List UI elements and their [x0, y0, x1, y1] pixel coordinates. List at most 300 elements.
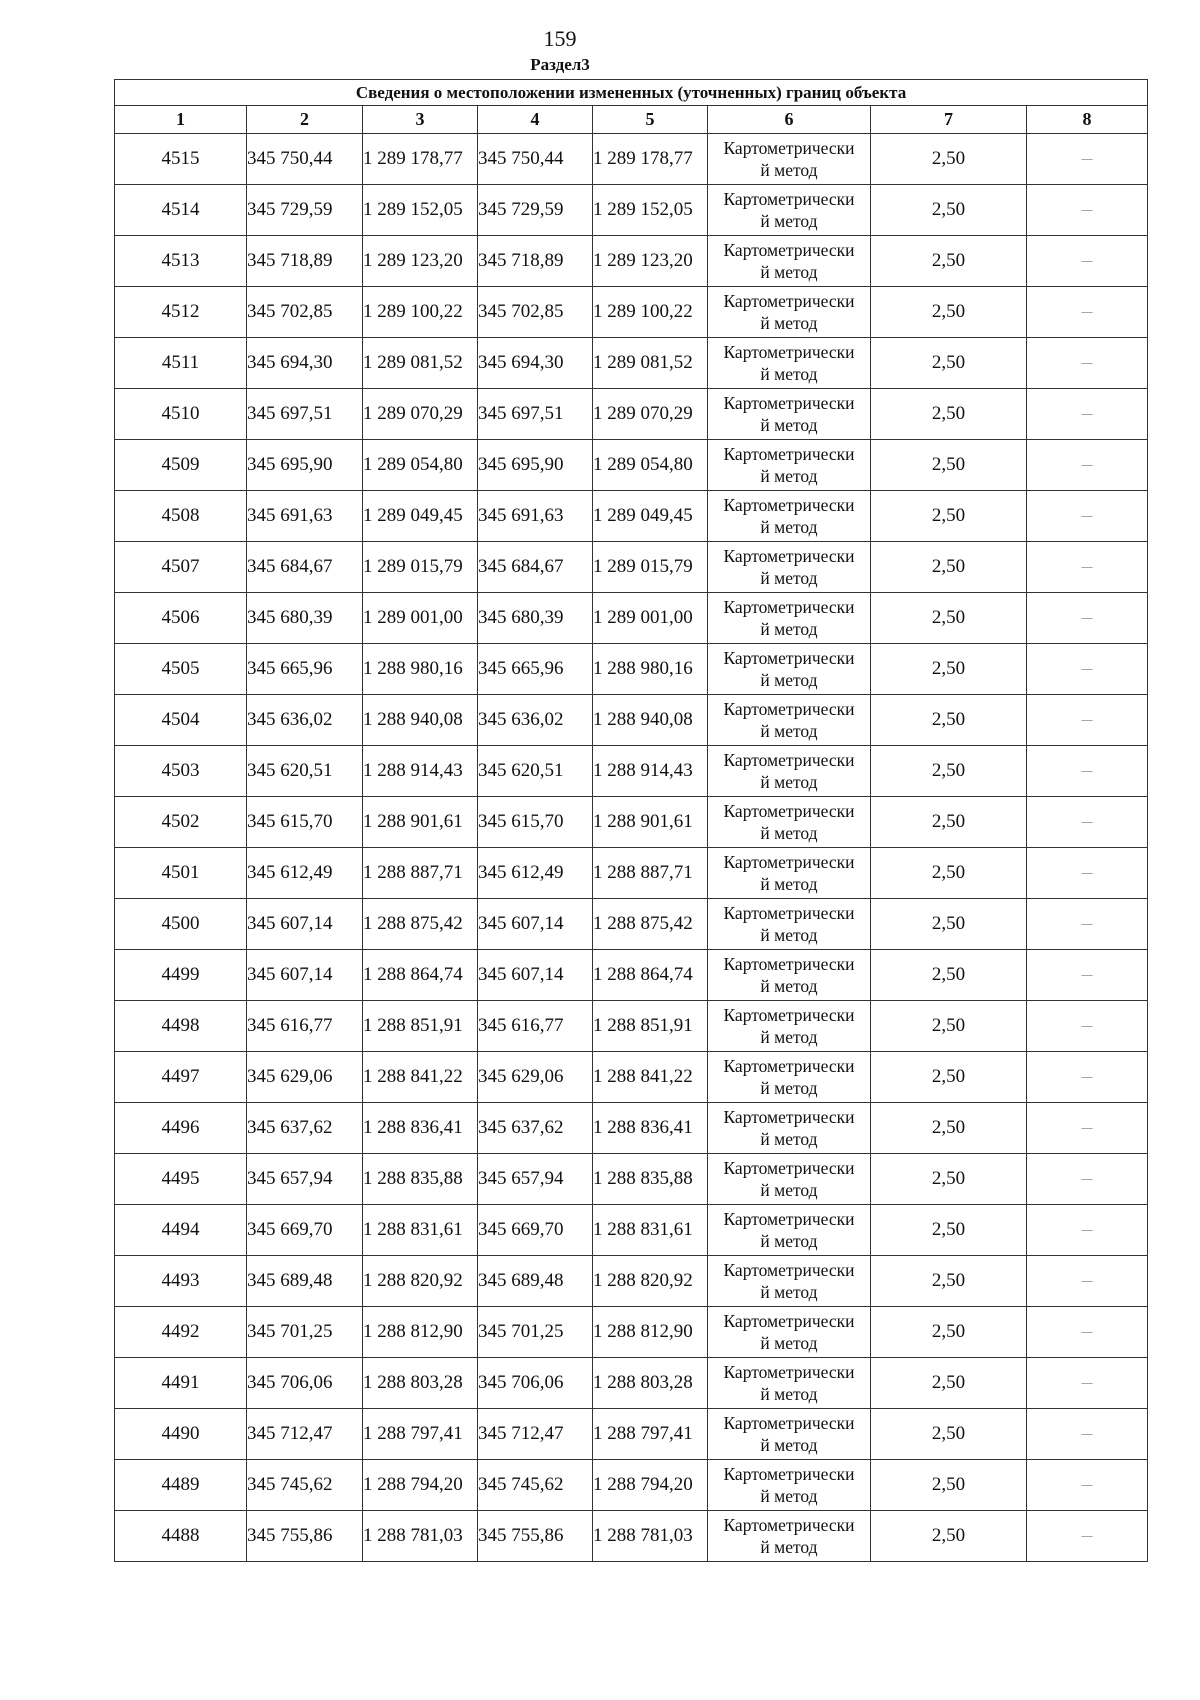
- method-text-line1: Картометрически: [723, 342, 855, 362]
- y-existing-cell: 1 289 123,20: [363, 236, 478, 287]
- point-number-cell: 4511: [115, 338, 247, 389]
- method-cell: [708, 899, 871, 950]
- method-text-line2: й метод: [760, 874, 818, 894]
- method-cell: [708, 1307, 871, 1358]
- x-new-cell: 345 701,25: [478, 1307, 593, 1358]
- method-text-line1: Картометрически: [723, 189, 855, 209]
- method-cell: [708, 440, 871, 491]
- method-text-line2: й метод: [760, 925, 818, 945]
- column-number-header: 5: [593, 106, 708, 134]
- point-number-cell: 4506: [115, 593, 247, 644]
- table-row: [115, 338, 1148, 389]
- point-number-cell: 4508: [115, 491, 247, 542]
- method-cell: [708, 1001, 871, 1052]
- method-text-line1: Картометрически: [723, 648, 855, 668]
- method-cell: [708, 746, 871, 797]
- x-existing-cell: 345 702,85: [247, 287, 363, 338]
- method-text-line2: й метод: [760, 415, 818, 435]
- table-row: [115, 797, 1148, 848]
- x-new-cell: 345 669,70: [478, 1205, 593, 1256]
- x-new-cell: 345 691,63: [478, 491, 593, 542]
- y-existing-cell: 1 288 841,22: [363, 1052, 478, 1103]
- accuracy-cell: 2,50: [871, 695, 1027, 746]
- method-cell: [708, 1460, 871, 1511]
- description-cell: —: [1027, 950, 1148, 1001]
- description-cell: —: [1027, 1358, 1148, 1409]
- method-text-line2: й метод: [760, 1027, 818, 1047]
- column-number-header: 6: [708, 106, 871, 134]
- x-new-cell: 345 636,02: [478, 695, 593, 746]
- method-cell: [708, 338, 871, 389]
- table-row: [115, 1205, 1148, 1256]
- point-number-cell: 4497: [115, 1052, 247, 1103]
- description-cell: —: [1027, 134, 1148, 185]
- table-row: [115, 440, 1148, 491]
- method-text-line1: Картометрически: [723, 699, 855, 719]
- accuracy-cell: 2,50: [871, 1052, 1027, 1103]
- method-cell: [708, 389, 871, 440]
- table-row: [115, 389, 1148, 440]
- table-row: [115, 950, 1148, 1001]
- accuracy-cell: 2,50: [871, 1460, 1027, 1511]
- description-cell: —: [1027, 1511, 1148, 1562]
- y-new-cell: 1 288 851,91: [593, 1001, 708, 1052]
- x-new-cell: 345 629,06: [478, 1052, 593, 1103]
- table-row: [115, 1001, 1148, 1052]
- x-existing-cell: 345 629,06: [247, 1052, 363, 1103]
- accuracy-cell: 2,50: [871, 491, 1027, 542]
- method-cell: [708, 950, 871, 1001]
- method-text-line2: й метод: [760, 313, 818, 333]
- table-row: [115, 593, 1148, 644]
- accuracy-cell: 2,50: [871, 338, 1027, 389]
- method-cell: [708, 1511, 871, 1562]
- method-text-line1: Картометрически: [723, 1005, 855, 1025]
- x-new-cell: 345 607,14: [478, 899, 593, 950]
- table-row: [115, 644, 1148, 695]
- y-existing-cell: 1 288 851,91: [363, 1001, 478, 1052]
- method-text-line2: й метод: [760, 1282, 818, 1302]
- method-text-line1: Картометрически: [723, 903, 855, 923]
- accuracy-cell: 2,50: [871, 1256, 1027, 1307]
- point-number-cell: 4499: [115, 950, 247, 1001]
- x-new-cell: 345 607,14: [478, 950, 593, 1001]
- method-cell: [708, 593, 871, 644]
- point-number-cell: 4496: [115, 1103, 247, 1154]
- description-cell: —: [1027, 1307, 1148, 1358]
- boundary-coordinates-table: [114, 79, 1148, 1562]
- y-existing-cell: 1 289 054,80: [363, 440, 478, 491]
- x-existing-cell: 345 680,39: [247, 593, 363, 644]
- table-row: [115, 1511, 1148, 1562]
- method-text-line2: й метод: [760, 619, 818, 639]
- accuracy-cell: 2,50: [871, 185, 1027, 236]
- point-number-cell: 4491: [115, 1358, 247, 1409]
- point-number-cell: 4488: [115, 1511, 247, 1562]
- method-text-line1: Картометрически: [723, 138, 855, 158]
- y-existing-cell: 1 288 940,08: [363, 695, 478, 746]
- table-row: [115, 1460, 1148, 1511]
- point-number-cell: 4502: [115, 797, 247, 848]
- x-existing-cell: 345 706,06: [247, 1358, 363, 1409]
- x-new-cell: 345 697,51: [478, 389, 593, 440]
- method-text-line1: Картометрически: [723, 801, 855, 821]
- method-text-line1: Картометрически: [723, 1311, 855, 1331]
- method-text-line2: й метод: [760, 1537, 818, 1557]
- table-body: [115, 134, 1148, 1562]
- y-existing-cell: 1 288 980,16: [363, 644, 478, 695]
- table-row: [115, 1307, 1148, 1358]
- y-existing-cell: 1 288 835,88: [363, 1154, 478, 1205]
- x-existing-cell: 345 665,96: [247, 644, 363, 695]
- accuracy-cell: 2,50: [871, 287, 1027, 338]
- point-number-cell: 4507: [115, 542, 247, 593]
- method-text-line1: Картометрически: [723, 495, 855, 515]
- description-cell: —: [1027, 746, 1148, 797]
- point-number-cell: 4495: [115, 1154, 247, 1205]
- x-new-cell: 345 745,62: [478, 1460, 593, 1511]
- y-new-cell: 1 288 940,08: [593, 695, 708, 746]
- y-existing-cell: 1 288 875,42: [363, 899, 478, 950]
- method-text-line1: Картометрически: [723, 1413, 855, 1433]
- accuracy-cell: 2,50: [871, 746, 1027, 797]
- description-cell: —: [1027, 1103, 1148, 1154]
- accuracy-cell: 2,50: [871, 1307, 1027, 1358]
- column-number-header: 3: [363, 106, 478, 134]
- x-existing-cell: 345 712,47: [247, 1409, 363, 1460]
- x-new-cell: 345 706,06: [478, 1358, 593, 1409]
- description-cell: —: [1027, 236, 1148, 287]
- x-existing-cell: 345 657,94: [247, 1154, 363, 1205]
- y-new-cell: 1 288 901,61: [593, 797, 708, 848]
- y-new-cell: 1 289 178,77: [593, 134, 708, 185]
- x-new-cell: 345 702,85: [478, 287, 593, 338]
- method-cell: [708, 287, 871, 338]
- accuracy-cell: 2,50: [871, 593, 1027, 644]
- y-existing-cell: 1 288 836,41: [363, 1103, 478, 1154]
- method-text-line2: й метод: [760, 1180, 818, 1200]
- y-new-cell: 1 288 836,41: [593, 1103, 708, 1154]
- point-number-cell: 4501: [115, 848, 247, 899]
- x-existing-cell: 345 697,51: [247, 389, 363, 440]
- point-number-cell: 4492: [115, 1307, 247, 1358]
- accuracy-cell: 2,50: [871, 440, 1027, 491]
- description-cell: —: [1027, 491, 1148, 542]
- y-new-cell: 1 288 835,88: [593, 1154, 708, 1205]
- point-number-cell: 4490: [115, 1409, 247, 1460]
- method-cell: [708, 644, 871, 695]
- y-existing-cell: 1 289 049,45: [363, 491, 478, 542]
- method-text-line1: Картометрически: [723, 393, 855, 413]
- method-text-line1: Картометрически: [723, 597, 855, 617]
- method-text-line1: Картометрически: [723, 444, 855, 464]
- x-new-cell: 345 755,86: [478, 1511, 593, 1562]
- x-new-cell: 345 712,47: [478, 1409, 593, 1460]
- method-cell: [708, 1256, 871, 1307]
- table-row: [115, 746, 1148, 797]
- method-text-line1: Картометрически: [723, 1056, 855, 1076]
- method-cell: [708, 236, 871, 287]
- x-new-cell: 345 694,30: [478, 338, 593, 389]
- method-text-line2: й метод: [760, 772, 818, 792]
- section-title: Раздел3: [530, 55, 590, 74]
- method-cell: [708, 1154, 871, 1205]
- y-new-cell: 1 289 100,22: [593, 287, 708, 338]
- method-text-line1: Картометрически: [723, 1515, 855, 1535]
- description-cell: —: [1027, 899, 1148, 950]
- method-text-line2: й метод: [760, 670, 818, 690]
- table-row: [115, 1052, 1148, 1103]
- y-new-cell: 1 288 875,42: [593, 899, 708, 950]
- column-number-header: 1: [115, 106, 247, 134]
- x-existing-cell: 345 616,77: [247, 1001, 363, 1052]
- method-text-line2: й метод: [760, 823, 818, 843]
- accuracy-cell: 2,50: [871, 848, 1027, 899]
- y-new-cell: 1 289 054,80: [593, 440, 708, 491]
- method-text-line2: й метод: [760, 160, 818, 180]
- method-cell: [708, 848, 871, 899]
- y-existing-cell: 1 288 781,03: [363, 1511, 478, 1562]
- y-new-cell: 1 288 812,90: [593, 1307, 708, 1358]
- description-cell: —: [1027, 797, 1148, 848]
- y-new-cell: 1 289 070,29: [593, 389, 708, 440]
- x-existing-cell: 345 637,62: [247, 1103, 363, 1154]
- y-existing-cell: 1 288 914,43: [363, 746, 478, 797]
- column-number-header: 4: [478, 106, 593, 134]
- accuracy-cell: 2,50: [871, 797, 1027, 848]
- accuracy-cell: 2,50: [871, 644, 1027, 695]
- table-row: [115, 185, 1148, 236]
- y-existing-cell: 1 289 001,00: [363, 593, 478, 644]
- y-new-cell: 1 288 887,71: [593, 848, 708, 899]
- y-existing-cell: 1 288 864,74: [363, 950, 478, 1001]
- method-text-line2: й метод: [760, 262, 818, 282]
- method-text-line1: Картометрически: [723, 546, 855, 566]
- y-existing-cell: 1 289 070,29: [363, 389, 478, 440]
- y-new-cell: 1 288 841,22: [593, 1052, 708, 1103]
- x-existing-cell: 345 718,89: [247, 236, 363, 287]
- x-existing-cell: 345 684,67: [247, 542, 363, 593]
- description-cell: —: [1027, 287, 1148, 338]
- x-existing-cell: 345 607,14: [247, 899, 363, 950]
- method-text-line1: Картометрически: [723, 1209, 855, 1229]
- x-new-cell: 345 718,89: [478, 236, 593, 287]
- y-new-cell: 1 288 803,28: [593, 1358, 708, 1409]
- point-number-cell: 4500: [115, 899, 247, 950]
- x-new-cell: 345 750,44: [478, 134, 593, 185]
- y-new-cell: 1 289 081,52: [593, 338, 708, 389]
- y-existing-cell: 1 288 901,61: [363, 797, 478, 848]
- method-cell: [708, 1205, 871, 1256]
- table-caption: Сведения о местоположении измененных (уточненных) границ объекта: [115, 80, 1148, 106]
- description-cell: —: [1027, 1052, 1148, 1103]
- y-existing-cell: 1 288 887,71: [363, 848, 478, 899]
- y-new-cell: 1 288 820,92: [593, 1256, 708, 1307]
- table-row: [115, 1103, 1148, 1154]
- x-new-cell: 345 620,51: [478, 746, 593, 797]
- method-text-line1: Картометрически: [723, 1260, 855, 1280]
- accuracy-cell: 2,50: [871, 950, 1027, 1001]
- description-cell: —: [1027, 593, 1148, 644]
- method-text-line2: й метод: [760, 1078, 818, 1098]
- method-text-line2: й метод: [760, 1333, 818, 1353]
- method-text-line2: й метод: [760, 1231, 818, 1251]
- method-cell: [708, 1409, 871, 1460]
- x-existing-cell: 345 701,25: [247, 1307, 363, 1358]
- x-new-cell: 345 729,59: [478, 185, 593, 236]
- point-number-cell: 4513: [115, 236, 247, 287]
- point-number-cell: 4512: [115, 287, 247, 338]
- point-number-cell: 4515: [115, 134, 247, 185]
- x-existing-cell: 345 745,62: [247, 1460, 363, 1511]
- description-cell: —: [1027, 1001, 1148, 1052]
- x-existing-cell: 345 694,30: [247, 338, 363, 389]
- accuracy-cell: 2,50: [871, 899, 1027, 950]
- accuracy-cell: 2,50: [871, 1358, 1027, 1409]
- description-cell: —: [1027, 1205, 1148, 1256]
- x-new-cell: 345 637,62: [478, 1103, 593, 1154]
- y-new-cell: 1 288 794,20: [593, 1460, 708, 1511]
- description-cell: —: [1027, 1460, 1148, 1511]
- method-text-line1: Картометрически: [723, 750, 855, 770]
- y-existing-cell: 1 289 100,22: [363, 287, 478, 338]
- x-new-cell: 345 615,70: [478, 797, 593, 848]
- method-cell: [708, 185, 871, 236]
- method-text-line1: Картометрически: [723, 291, 855, 311]
- description-cell: —: [1027, 440, 1148, 491]
- method-text-line2: й метод: [760, 1129, 818, 1149]
- x-new-cell: 345 680,39: [478, 593, 593, 644]
- point-number-cell: 4505: [115, 644, 247, 695]
- accuracy-cell: 2,50: [871, 1001, 1027, 1052]
- y-new-cell: 1 288 864,74: [593, 950, 708, 1001]
- accuracy-cell: 2,50: [871, 236, 1027, 287]
- y-existing-cell: 1 288 820,92: [363, 1256, 478, 1307]
- description-cell: —: [1027, 644, 1148, 695]
- method-text-line2: й метод: [760, 976, 818, 996]
- method-cell: [708, 491, 871, 542]
- table-row: [115, 899, 1148, 950]
- method-text-line2: й метод: [760, 466, 818, 486]
- y-existing-cell: 1 288 794,20: [363, 1460, 478, 1511]
- description-cell: —: [1027, 695, 1148, 746]
- y-new-cell: 1 288 831,61: [593, 1205, 708, 1256]
- table-row: [115, 542, 1148, 593]
- y-new-cell: 1 289 123,20: [593, 236, 708, 287]
- x-new-cell: 345 616,77: [478, 1001, 593, 1052]
- x-existing-cell: 345 750,44: [247, 134, 363, 185]
- description-cell: —: [1027, 185, 1148, 236]
- table-row: [115, 134, 1148, 185]
- description-cell: —: [1027, 848, 1148, 899]
- y-existing-cell: 1 288 803,28: [363, 1358, 478, 1409]
- method-text-line2: й метод: [760, 721, 818, 741]
- description-cell: —: [1027, 1154, 1148, 1205]
- point-number-cell: 4489: [115, 1460, 247, 1511]
- y-existing-cell: 1 289 178,77: [363, 134, 478, 185]
- description-cell: —: [1027, 1256, 1148, 1307]
- method-text-line2: й метод: [760, 211, 818, 231]
- x-existing-cell: 345 689,48: [247, 1256, 363, 1307]
- x-existing-cell: 345 691,63: [247, 491, 363, 542]
- y-new-cell: 1 289 049,45: [593, 491, 708, 542]
- x-new-cell: 345 695,90: [478, 440, 593, 491]
- y-existing-cell: 1 289 081,52: [363, 338, 478, 389]
- accuracy-cell: 2,50: [871, 542, 1027, 593]
- x-existing-cell: 345 615,70: [247, 797, 363, 848]
- method-text-line1: Картометрически: [723, 852, 855, 872]
- method-text-line1: Картометрически: [723, 1362, 855, 1382]
- method-text-line2: й метод: [760, 364, 818, 384]
- y-new-cell: 1 289 001,00: [593, 593, 708, 644]
- point-number-cell: 4504: [115, 695, 247, 746]
- x-existing-cell: 345 669,70: [247, 1205, 363, 1256]
- method-cell: [708, 797, 871, 848]
- x-existing-cell: 345 620,51: [247, 746, 363, 797]
- accuracy-cell: 2,50: [871, 134, 1027, 185]
- method-text-line2: й метод: [760, 1384, 818, 1404]
- accuracy-cell: 2,50: [871, 1205, 1027, 1256]
- y-new-cell: 1 288 980,16: [593, 644, 708, 695]
- y-existing-cell: 1 288 831,61: [363, 1205, 478, 1256]
- x-new-cell: 345 665,96: [478, 644, 593, 695]
- column-number-header: 8: [1027, 106, 1148, 134]
- accuracy-cell: 2,50: [871, 389, 1027, 440]
- x-existing-cell: 345 607,14: [247, 950, 363, 1001]
- point-number-cell: 4514: [115, 185, 247, 236]
- y-new-cell: 1 289 152,05: [593, 185, 708, 236]
- table-row: [115, 491, 1148, 542]
- x-existing-cell: 345 612,49: [247, 848, 363, 899]
- table-row: [115, 1358, 1148, 1409]
- description-cell: —: [1027, 1409, 1148, 1460]
- point-number-cell: 4498: [115, 1001, 247, 1052]
- column-number-row: [115, 106, 1148, 134]
- table-row: [115, 1409, 1148, 1460]
- accuracy-cell: 2,50: [871, 1511, 1027, 1562]
- point-number-cell: 4493: [115, 1256, 247, 1307]
- y-new-cell: 1 288 797,41: [593, 1409, 708, 1460]
- method-cell: [708, 542, 871, 593]
- point-number-cell: 4503: [115, 746, 247, 797]
- method-text-line2: й метод: [760, 1486, 818, 1506]
- method-cell: [708, 134, 871, 185]
- table-row: [115, 1256, 1148, 1307]
- method-cell: [708, 1103, 871, 1154]
- description-cell: —: [1027, 542, 1148, 593]
- accuracy-cell: 2,50: [871, 1154, 1027, 1205]
- x-existing-cell: 345 636,02: [247, 695, 363, 746]
- x-existing-cell: 345 695,90: [247, 440, 363, 491]
- point-number-cell: 4509: [115, 440, 247, 491]
- y-new-cell: 1 288 914,43: [593, 746, 708, 797]
- x-new-cell: 345 612,49: [478, 848, 593, 899]
- x-new-cell: 345 657,94: [478, 1154, 593, 1205]
- method-text-line2: й метод: [760, 517, 818, 537]
- description-cell: —: [1027, 389, 1148, 440]
- point-number-cell: 4494: [115, 1205, 247, 1256]
- method-text-line1: Картометрически: [723, 1107, 855, 1127]
- column-number-header: 2: [247, 106, 363, 134]
- method-text-line2: й метод: [760, 1435, 818, 1455]
- y-new-cell: 1 289 015,79: [593, 542, 708, 593]
- y-existing-cell: 1 288 812,90: [363, 1307, 478, 1358]
- table-row: [115, 236, 1148, 287]
- method-cell: [708, 1052, 871, 1103]
- method-text-line2: й метод: [760, 568, 818, 588]
- table-row: [115, 695, 1148, 746]
- y-existing-cell: 1 288 797,41: [363, 1409, 478, 1460]
